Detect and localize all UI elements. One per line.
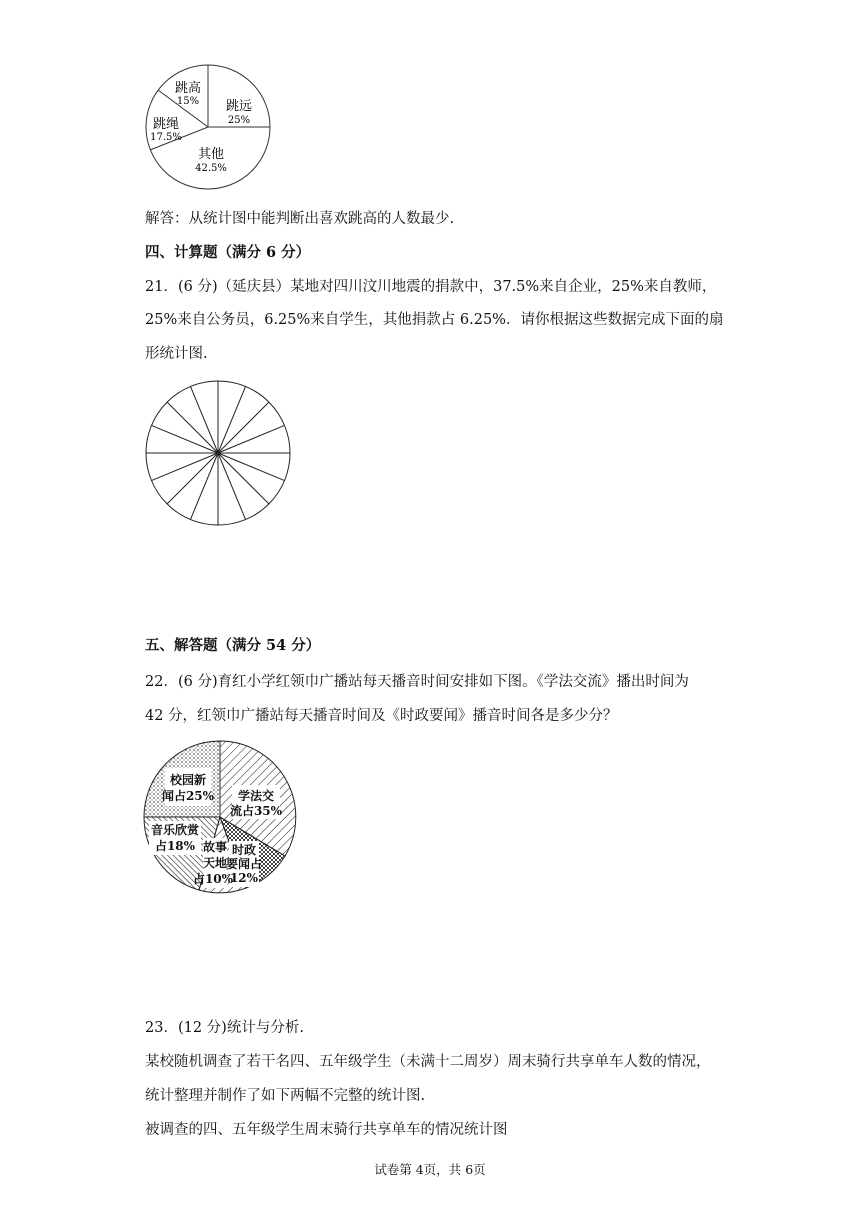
question-22-text: 22．(6 分)育红小学红领巾广播站每天播音时间安排如下图。《学法交流》播出时间为 <box>145 674 689 690</box>
blank-sector-circle[interactable] <box>145 381 291 527</box>
label-current-news: 12% <box>229 871 259 885</box>
label-music: 占18% <box>154 839 196 853</box>
answer-text: 解答：从统计图中能判断出喜欢跳高的人数最少. <box>145 211 455 227</box>
slice-value: 15% <box>176 96 200 107</box>
pie-chart-sports <box>145 62 275 192</box>
slice-label: 跳远 <box>225 99 253 114</box>
label-story: 占10% <box>192 872 234 886</box>
question-21-text: 形统计图. <box>145 346 208 362</box>
sector-lines <box>146 381 290 525</box>
label-study-exchange: 学法交 <box>237 789 275 803</box>
label-music: 音乐欣赏 <box>150 823 200 837</box>
pie-chart-broadcast <box>145 737 295 897</box>
sector-line <box>167 402 218 453</box>
sector-line <box>218 402 269 453</box>
slice-value: 25% <box>227 115 251 126</box>
label-campus-news: 闻占25% <box>161 789 215 803</box>
slice-value: 17.5% <box>150 132 182 143</box>
question-23-text: 某校随机调查了若干名四、五年级学生（未满十二周岁）周末骑行共享单车人数的情况， <box>145 1054 711 1070</box>
label-study-exchange: 流占35% <box>229 804 283 818</box>
slice-label: 跳高 <box>174 81 202 96</box>
label-story: 故事 <box>202 840 228 854</box>
question-22-text: 42 分，红领巾广播站每天播音时间及《时政要闻》播音时间各是多少分？ <box>145 708 618 724</box>
question-23-text: 23．(12 分)统计与分析. <box>145 1020 304 1036</box>
question-23-text: 被调查的四、五年级学生周末骑行共享单车的情况统计图 <box>145 1122 508 1138</box>
sector-line <box>167 453 218 504</box>
slice-label: 跳绳 <box>152 117 180 132</box>
section-title: 四、计算题（满分 6 分） <box>145 244 311 261</box>
question-21-text: 21．(6 分)（延庆县）某地对四川汶川地震的捐款中，37.5%来自企业，25%来自教师， <box>145 279 717 295</box>
sector-line <box>218 453 269 504</box>
slice-label: 其他 <box>197 147 225 162</box>
label-current-news: 时政 <box>231 843 257 857</box>
label-story: 天地 <box>202 856 228 870</box>
label-campus-news: 校园新 <box>169 773 207 787</box>
label-current-news: 要闻占 <box>225 857 263 871</box>
question-23-text: 统计整理并制作了如下两幅不完整的统计图. <box>145 1088 426 1104</box>
section-title: 五、解答题（满分 54 分） <box>145 637 321 654</box>
slice-value: 42.5% <box>195 163 227 174</box>
question-21-text: 25%来自公务员，6.25%来自学生，其他捐款占 6.25%．请你根据这些数据完成下面的扇 <box>145 312 724 328</box>
page-footer: 试卷第 4页，共 6页 <box>374 1162 486 1177</box>
